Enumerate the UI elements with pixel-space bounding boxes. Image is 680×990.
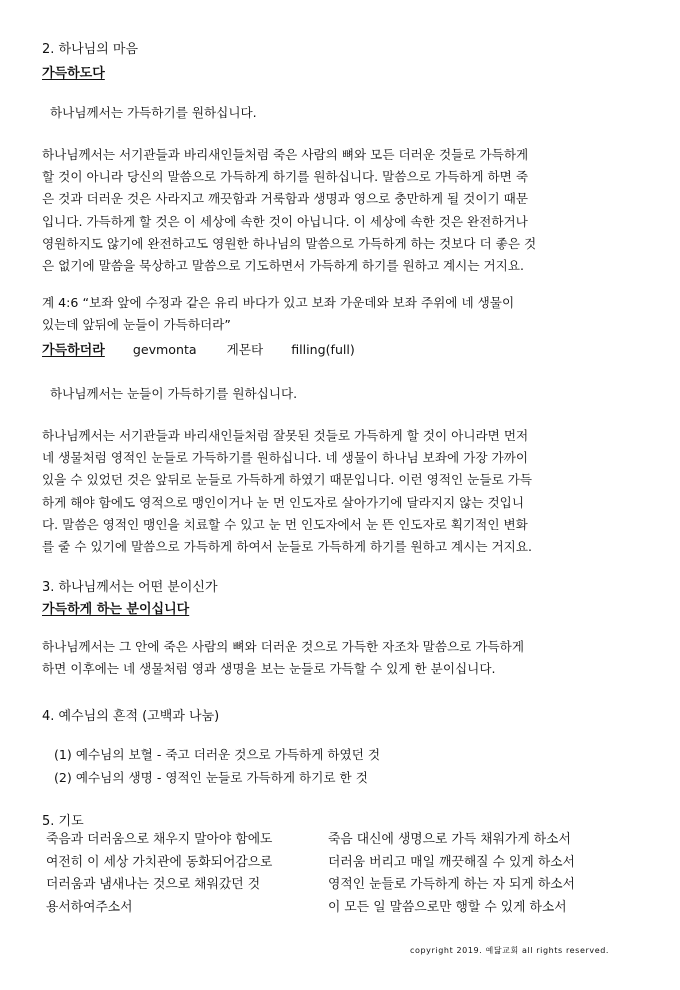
paragraph-line: 영원하지도 않기에 완전하고도 영원한 하나님의 말씀으로 가득하게 하는 것보다 더 좋은 것 [42,235,537,251]
section2-paragraph [42,144,608,277]
word-study-meaning: filling(full) [291,342,355,357]
paragraph-line: 하면 이후에는 네 생물처럼 영과 생명을 보는 눈들로 가득할 수 있게 한 분이십니다. [42,661,496,677]
prayer-line: 더러움 버리고 매일 깨끗해질 수 있게 하소서 [328,854,575,870]
section2-heading: 2. 하나님의 마음 [42,42,139,57]
prayer-line: 더러움과 냄새나는 것으로 채워갔던 것 [46,877,261,892]
paragraph-line: 를 줄 수 있기에 말씀으로 가득하게 하여서 눈들로 가득하게 하기를 원하고 계시는 거지요. [42,539,533,555]
prayer-left-column [46,829,272,919]
section3-heading: 3. 하나님께서는 어떤 분이신가 [42,580,218,595]
word-study [42,339,355,358]
paragraph-line: 하나님께서는 서기관들과 바리새인들처럼 잘못된 것들로 가득하게 할 것이 아니라면 먼저 [42,428,529,443]
word-study-word: 가득하더라 [42,343,105,358]
section4-heading: 4. 예수님의 흔적 (고백과 나눔) [42,709,220,724]
paragraph-line: 하나님께서는 그 안에 죽은 사람의 뼈와 더러운 것으로 가득한 자조차 말씀으로 가득하게 [42,639,524,654]
copyright-footer: copyright 2019. 예닮교회 all rights reserved. [410,946,610,955]
prayer-line: 여전히 이 세상 가치관에 동화되어감으로 [46,854,273,870]
section2-intro: 하나님께서는 가득하기를 원하십니다. [50,105,257,120]
paragraph-line: 은 것과 더러운 것은 사라지고 깨끗함과 거룩함과 생명과 영으로 충만하게 될 것이기 때문 [42,191,528,207]
paragraph-line: 다. 말씀은 영적인 맹인을 치료할 수 있고 눈 먼 인도자에서 눈 뜬 인도자로 획기적인 변화 [42,516,528,532]
verse-line: 계 4:6 “보좌 앞에 수정과 같은 유리 바다가 있고 보좌 가운데와 보좌 주위에 네 생물이 [42,295,515,310]
prayer-line: 이 모든 일 말씀으로만 행할 수 있게 하소서 [328,899,567,915]
prayer-right-column [328,829,575,919]
list-item: (1) 예수님의 보혈 - 죽고 더러운 것으로 가득하게 하였던 것 [54,747,381,762]
paragraph-line: 은 없기에 말씀을 묵상하고 말씀으로 기도하면서 가득하게 하기를 원하고 계시는 거지요. [42,258,524,274]
section2-title: 가득하도다 [42,66,105,81]
section3-paragraph [42,636,608,680]
section4-list [54,744,380,789]
section5-heading: 5. 기도 [42,814,84,829]
paragraph-line: 있을 수 있었던 것은 앞뒤로 눈들로 가득하게 하였기 때문입니다. 이런 영적인 눈들로 가득 [42,472,533,488]
prayer-line: 용서하여주소서 [46,899,133,915]
section2-paragraph2 [42,425,608,558]
scripture-verse [42,292,608,336]
paragraph-line: 입니다. 가득하게 할 것은 이 세상에 속한 것이 아닙니다. 이 세상에 속한 것은 완전하거나 [42,213,528,229]
section2-intro2: 하나님께서는 눈들이 가득하기를 원하십니다. [50,386,298,401]
list-item: (2) 예수님의 생명 - 영적인 눈들로 가득하게 하기로 한 것 [54,769,368,785]
prayer-line: 영적인 눈들로 가득하게 하는 자 되게 하소서 [328,877,575,892]
prayer-line: 죽음 대신에 생명으로 가득 채워가게 하소서 [328,832,571,847]
paragraph-line: 할 것이 아니라 당신의 말씀으로 가득하게 하기를 원하십니다. 말씀으로 가득하게 하면 죽 [42,169,528,185]
verse-line: 있는데 앞뒤에 눈들이 가득하더라” [42,317,231,333]
prayer-line: 죽음과 더러움으로 채우지 말아야 함에도 [46,832,273,847]
word-study-pronunciation: 게몬타 [226,342,264,357]
paragraph-line: 네 생물처럼 영적인 눈들로 가득하기를 원하십니다. 네 생물이 하나님 보좌에 가장 가까이 [42,450,528,466]
word-study-greek: gevmonta [132,342,197,357]
paragraph-line: 하게 해야 함에도 영적으로 맹인이거나 눈 먼 인도자로 살아가기에 달라지지 않는 것입니 [42,494,524,510]
section3-title: 가득하게 하는 분이십니다 [42,602,190,617]
paragraph-line: 하나님께서는 서기관들과 바리새인들처럼 죽은 사람의 뼈와 모든 더러운 것들로 가득하게 [42,147,529,162]
